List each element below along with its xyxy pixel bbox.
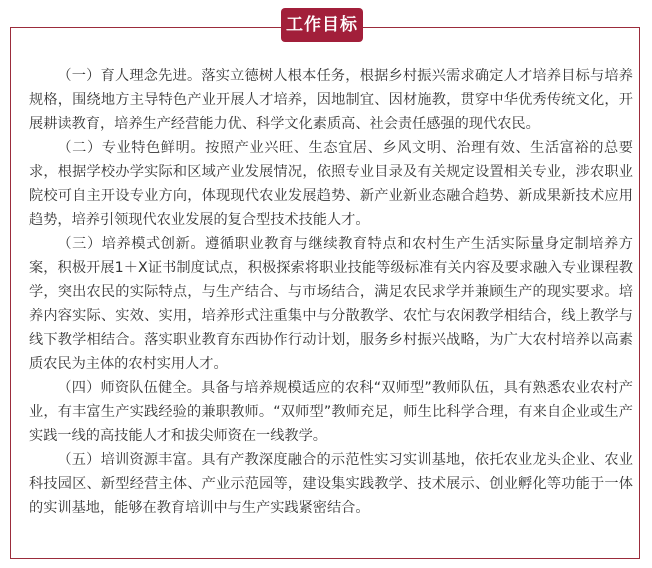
- paragraph-2: （二）专业特色鲜明。按照产业兴旺、生态宜居、乡风文明、治理有效、生活富裕的总要求，根据学校办学实际和区域产业发展情况，依照专业目录及有关规定设置相关专业，涉农职业院校可自主开设专业方向，体现现代农业发展趋势、新产业新业态融合趋势、新成果新技术应用趋势，培养引领现代农业发展的复合型技术技能人才。: [29, 140, 633, 228]
- article-body: [29, 64, 633, 520]
- paragraph-3: （三）培养模式创新。遵循职业教育与继续教育特点和农村生产生活实际量身定制培养方案，积极开展1＋X证书制度试点，积极探索将职业技能等级标准有关内容及要求融入专业课程教学，突出农民的实际特点，与生产结合、与市场结合，满足农民求学并兼顾生产的现实要求。培养内容实际、实效、实用，培养形式注重集中与分散教学、农忙与农闲教学相结合，线上教学与线下教学相结合。落实职业教育东西协作行动计划，服务乡村振兴战略，为广大农村培养以高素质农民为主体的农村实用人才。: [29, 236, 633, 372]
- section-title: 工作目标: [281, 8, 363, 42]
- paragraph-4: （四）师资队伍健全。具备与培养规模适应的农科“双师型”教师队伍，具有熟悉农业农村产业，有丰富生产实践经验的兼职教师。“双师型”教师充足，师生比科学合理，有来自企业或生产实践一线的高技能人才和拔尖师资在一线教学。: [29, 380, 633, 444]
- paragraph-1: （一）育人理念先进。落实立德树人根本任务，根据乡村振兴需求确定人才培养目标与培养规格，围绕地方主导特色产业开展人才培养，因地制宜、因材施教，贯穿中华优秀传统文化，开展耕读教育，培养生产经营能力优、科学文化素质高、社会责任感强的现代农民。: [29, 68, 633, 132]
- paragraph-5: （五）培训资源丰富。具有产教深度融合的示范性实习实训基地，依托农业龙头企业、农业科技园区、新型经营主体、产业示范园等，建设集实践教学、技术展示、创业孵化等功能于一体的实训基地，能够在教育培训中与生产实践紧密结合。: [29, 452, 633, 516]
- content-frame: [10, 27, 640, 559]
